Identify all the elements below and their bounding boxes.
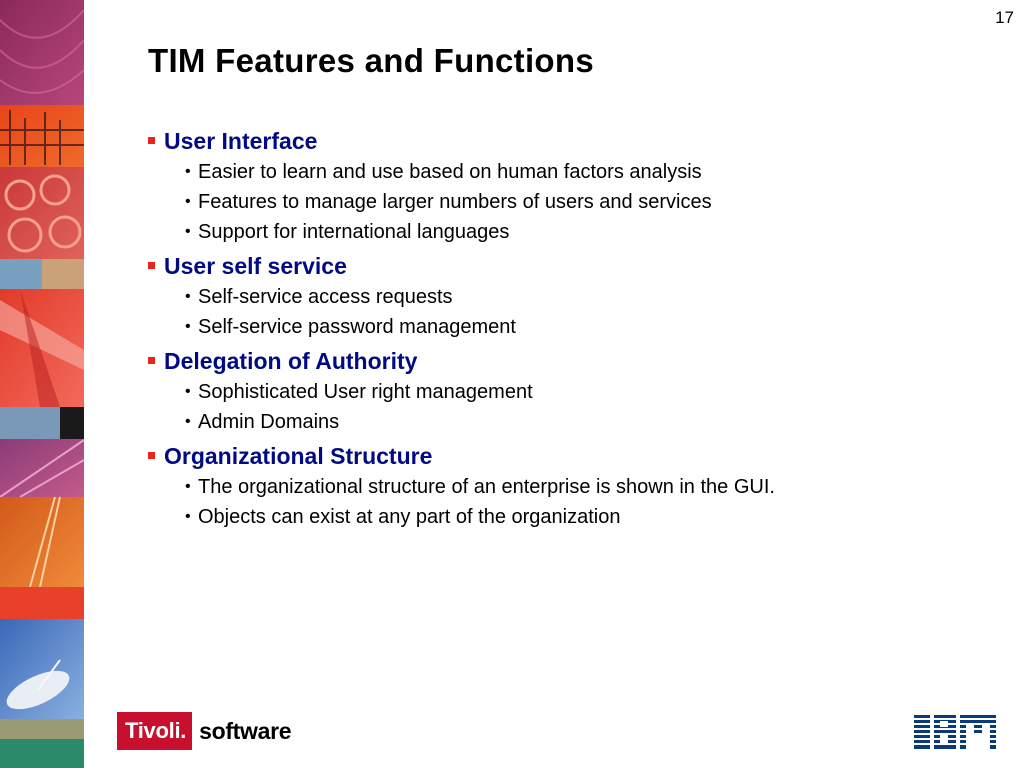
list-item [148, 377, 988, 407]
section-heading [148, 251, 988, 282]
section-user-interface [148, 126, 988, 247]
list-item-text: Features to manage larger numbers of users and services [198, 191, 712, 213]
dot-bullet-icon: • [185, 318, 191, 335]
list-item [148, 407, 988, 437]
square-bullet-icon [148, 357, 155, 364]
dot-bullet-icon: • [185, 163, 191, 180]
dot-bullet-icon: • [185, 223, 191, 240]
tivoli-logo-dot: . [180, 718, 187, 743]
list-item [148, 502, 988, 532]
list-item-text: Objects can exist at any part of the organization [198, 506, 621, 528]
list-item [148, 312, 988, 342]
list-item-text: Self-service password management [198, 316, 516, 338]
decorative-photo-collage [0, 0, 84, 768]
square-bullet-icon [148, 452, 155, 459]
list-item-text: Sophisticated User right management [198, 381, 533, 403]
bullet-list [148, 126, 988, 536]
ibm-logo-icon [914, 715, 996, 749]
page-number: 17 [995, 8, 1014, 27]
dot-bullet-icon: • [185, 193, 191, 210]
dot-bullet-icon: • [185, 413, 191, 430]
section-heading [148, 441, 988, 472]
dot-bullet-icon: • [185, 508, 191, 525]
dot-bullet-icon: • [185, 478, 191, 495]
section-heading-text: User Interface [164, 128, 318, 154]
section-delegation-of-authority [148, 346, 988, 437]
square-bullet-icon [148, 137, 155, 144]
list-item [148, 217, 988, 247]
tivoli-software-logo [117, 712, 291, 750]
tivoli-logo-box [117, 712, 192, 750]
list-item [148, 187, 988, 217]
list-item-text: Admin Domains [198, 411, 340, 433]
section-heading [148, 126, 988, 157]
section-heading [148, 346, 988, 377]
section-organizational-structure [148, 441, 988, 532]
list-item [148, 282, 988, 312]
section-heading-text: User self service [164, 253, 347, 279]
slide-title: TIM Features and Functions [148, 42, 595, 79]
square-bullet-icon [148, 262, 155, 269]
list-item-text: Support for international languages [198, 221, 510, 243]
section-heading-text: Organizational Structure [164, 443, 433, 469]
list-item-text: The organizational structure of an enterprise is shown in the GUI. [198, 476, 775, 498]
section-heading-text: Delegation of Authority [164, 348, 418, 374]
list-item [148, 472, 988, 502]
dot-bullet-icon: • [185, 383, 191, 400]
list-item-text: Easier to learn and use based on human factors analysis [198, 161, 702, 183]
list-item [148, 157, 988, 187]
software-logo-text: software [199, 717, 292, 744]
dot-bullet-icon: • [185, 288, 191, 305]
decorative-image-strip [0, 0, 84, 768]
list-item-text: Self-service access requests [198, 286, 453, 308]
tivoli-logo-text: Tivoli [125, 718, 181, 743]
section-user-self-service [148, 251, 988, 342]
